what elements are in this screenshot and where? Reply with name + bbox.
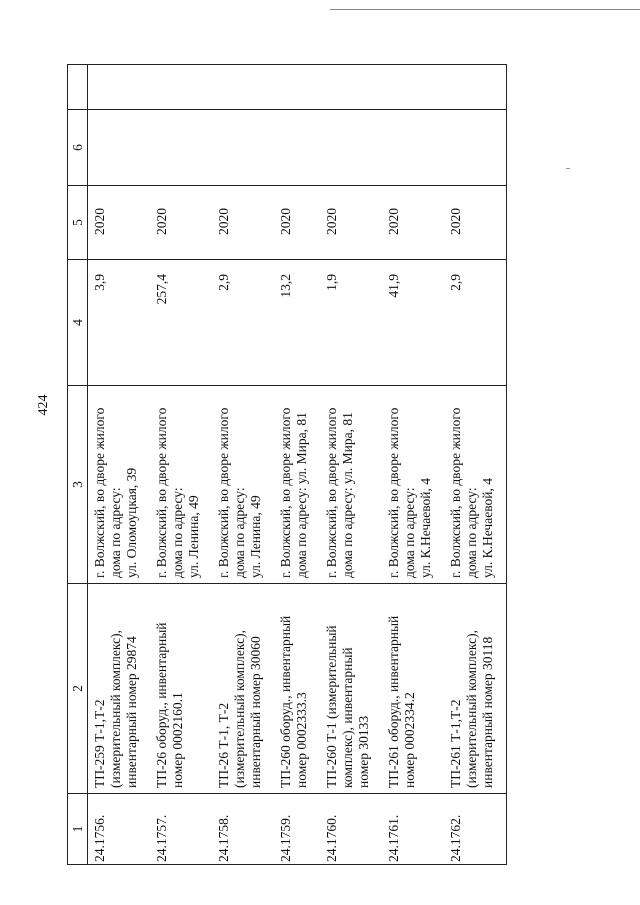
column-header-4: 4 — [68, 260, 88, 386]
object-value: 3,9 — [88, 260, 151, 386]
blank-cell — [274, 65, 320, 110]
object-value: 13,2 — [274, 260, 320, 386]
table-row — [382, 65, 444, 865]
object-value: 257,4 — [150, 260, 212, 386]
object-name — [150, 584, 212, 794]
object-note — [382, 110, 444, 186]
object-address-line: г. Волжский, во дворе жилого — [386, 407, 401, 578]
blank-cell — [212, 65, 274, 110]
object-name-line: инвентарный номер 30060 — [248, 636, 263, 788]
object-name-line: номер 0002334.2 — [402, 692, 417, 788]
object-address-line: дома по адресу: ул. Мира, 81 — [340, 412, 355, 578]
object-year: 2020 — [212, 186, 274, 260]
row-number: 24.1762. — [444, 794, 507, 865]
object-address — [382, 386, 444, 584]
object-address-line: г. Волжский, во дворе жилого — [92, 407, 107, 578]
object-name — [444, 584, 507, 794]
object-address-line: г. Волжский, во дворе жилого — [278, 407, 293, 578]
object-address — [150, 386, 212, 584]
blank-cell — [88, 65, 151, 110]
row-number: 24.1761. — [382, 794, 444, 865]
object-name-line: (измерительный комплекс), — [108, 630, 123, 788]
object-name-line: ТП-260 оборуд., инвентарный — [278, 615, 293, 788]
object-address-line: дома по адресу: — [108, 487, 123, 578]
object-name-line: ТП-259 Т-1,Т-2 — [92, 699, 107, 788]
row-number: 24.1758. — [212, 794, 274, 865]
blank-cell — [444, 65, 507, 110]
object-address-line: г. Волжский, во дворе жилого — [154, 407, 169, 578]
blank-cell — [320, 65, 382, 110]
object-name — [320, 584, 382, 794]
object-name-line: ТП-26 Т-1, Т-2 — [216, 702, 231, 788]
blank-cell — [150, 65, 212, 110]
table-header-row — [68, 65, 88, 865]
column-header-3: 3 — [68, 386, 88, 584]
row-number: 24.1756. — [88, 794, 151, 865]
object-address-line: ул. К.Нечаевой, 4 — [480, 478, 495, 578]
object-address-line: дома по адресу: — [232, 487, 247, 578]
object-name-line: ТП-261 Т-1,Т-2 — [448, 699, 463, 788]
object-address-line: г. Волжский, во дворе жилого — [216, 407, 231, 578]
object-value: 2,9 — [212, 260, 274, 386]
row-number: 24.1760. — [320, 794, 382, 865]
object-address-line: ул. Оломоуцкая, 39 — [124, 467, 139, 578]
table-row — [444, 65, 507, 865]
table-row — [274, 65, 320, 865]
object-name-line: (измерительный комплекс), — [232, 630, 247, 788]
object-address — [274, 386, 320, 584]
object-note — [444, 110, 507, 186]
object-name-line: инвентарный номер 29874 — [124, 636, 139, 788]
object-name — [88, 584, 151, 794]
table-row — [88, 65, 151, 865]
object-address — [320, 386, 382, 584]
object-year: 2020 — [320, 186, 382, 260]
object-address-line: ул. Ленина, 49 — [186, 495, 201, 578]
object-note — [88, 110, 151, 186]
page-number: 424 — [36, 394, 51, 416]
object-address-line: ул. Ленина, 49 — [248, 495, 263, 578]
blank-cell — [382, 65, 444, 110]
column-header-extra — [68, 65, 88, 110]
row-number: 24.1757. — [150, 794, 212, 865]
object-name-line: (измерительный комплекс), — [464, 630, 479, 788]
object-address-line: дома по адресу: — [170, 487, 185, 578]
table-row — [212, 65, 274, 865]
object-address — [444, 386, 507, 584]
object-address-line: дома по адресу: — [464, 487, 479, 578]
object-address-line: ул. К.Нечаевой, 4 — [418, 478, 433, 578]
object-year: 2020 — [382, 186, 444, 260]
object-value: 2,9 — [444, 260, 507, 386]
table-row — [320, 65, 382, 865]
column-header-6: 6 — [68, 110, 88, 186]
object-address-line: г. Волжский, во дворе жилого — [324, 407, 339, 578]
object-name-line: номер 0002333.3 — [294, 692, 309, 788]
object-note — [320, 110, 382, 186]
object-name-line: комплекс), инвентарный — [340, 647, 355, 788]
object-name — [274, 584, 320, 794]
object-year: 2020 — [88, 186, 151, 260]
column-header-2: 2 — [68, 584, 88, 794]
object-name-line: ТП-26 оборуд., инвентарный — [154, 622, 169, 788]
object-year: 2020 — [274, 186, 320, 260]
object-value: 41,9 — [382, 260, 444, 386]
object-name-line: инвентарный номер 30118 — [480, 636, 495, 788]
object-address-line: дома по адресу: — [402, 487, 417, 578]
column-header-1: 1 — [68, 794, 88, 865]
row-number: 24.1759. — [274, 794, 320, 865]
object-address — [212, 386, 274, 584]
object-note — [150, 110, 212, 186]
object-name-line: ТП-260 Т-1 (измерительный — [324, 625, 339, 788]
object-year: 2020 — [444, 186, 507, 260]
object-name — [212, 584, 274, 794]
object-name-line: ТП-261 оборуд., инвентарный — [386, 615, 401, 788]
object-name-line: номер 30133 — [356, 715, 371, 788]
object-year: 2020 — [150, 186, 212, 260]
asset-table — [67, 64, 507, 865]
table-row — [150, 65, 212, 865]
object-note — [274, 110, 320, 186]
column-header-5: 5 — [68, 186, 88, 260]
object-address-line: г. Волжский, во дворе жилого — [448, 407, 463, 578]
object-name — [382, 584, 444, 794]
object-name-line: номер 0002160.1 — [170, 692, 185, 788]
object-address-line: дома по адресу: ул. Мира, 81 — [294, 412, 309, 578]
object-address — [88, 386, 151, 584]
object-note — [212, 110, 274, 186]
object-value: 1,9 — [320, 260, 382, 386]
